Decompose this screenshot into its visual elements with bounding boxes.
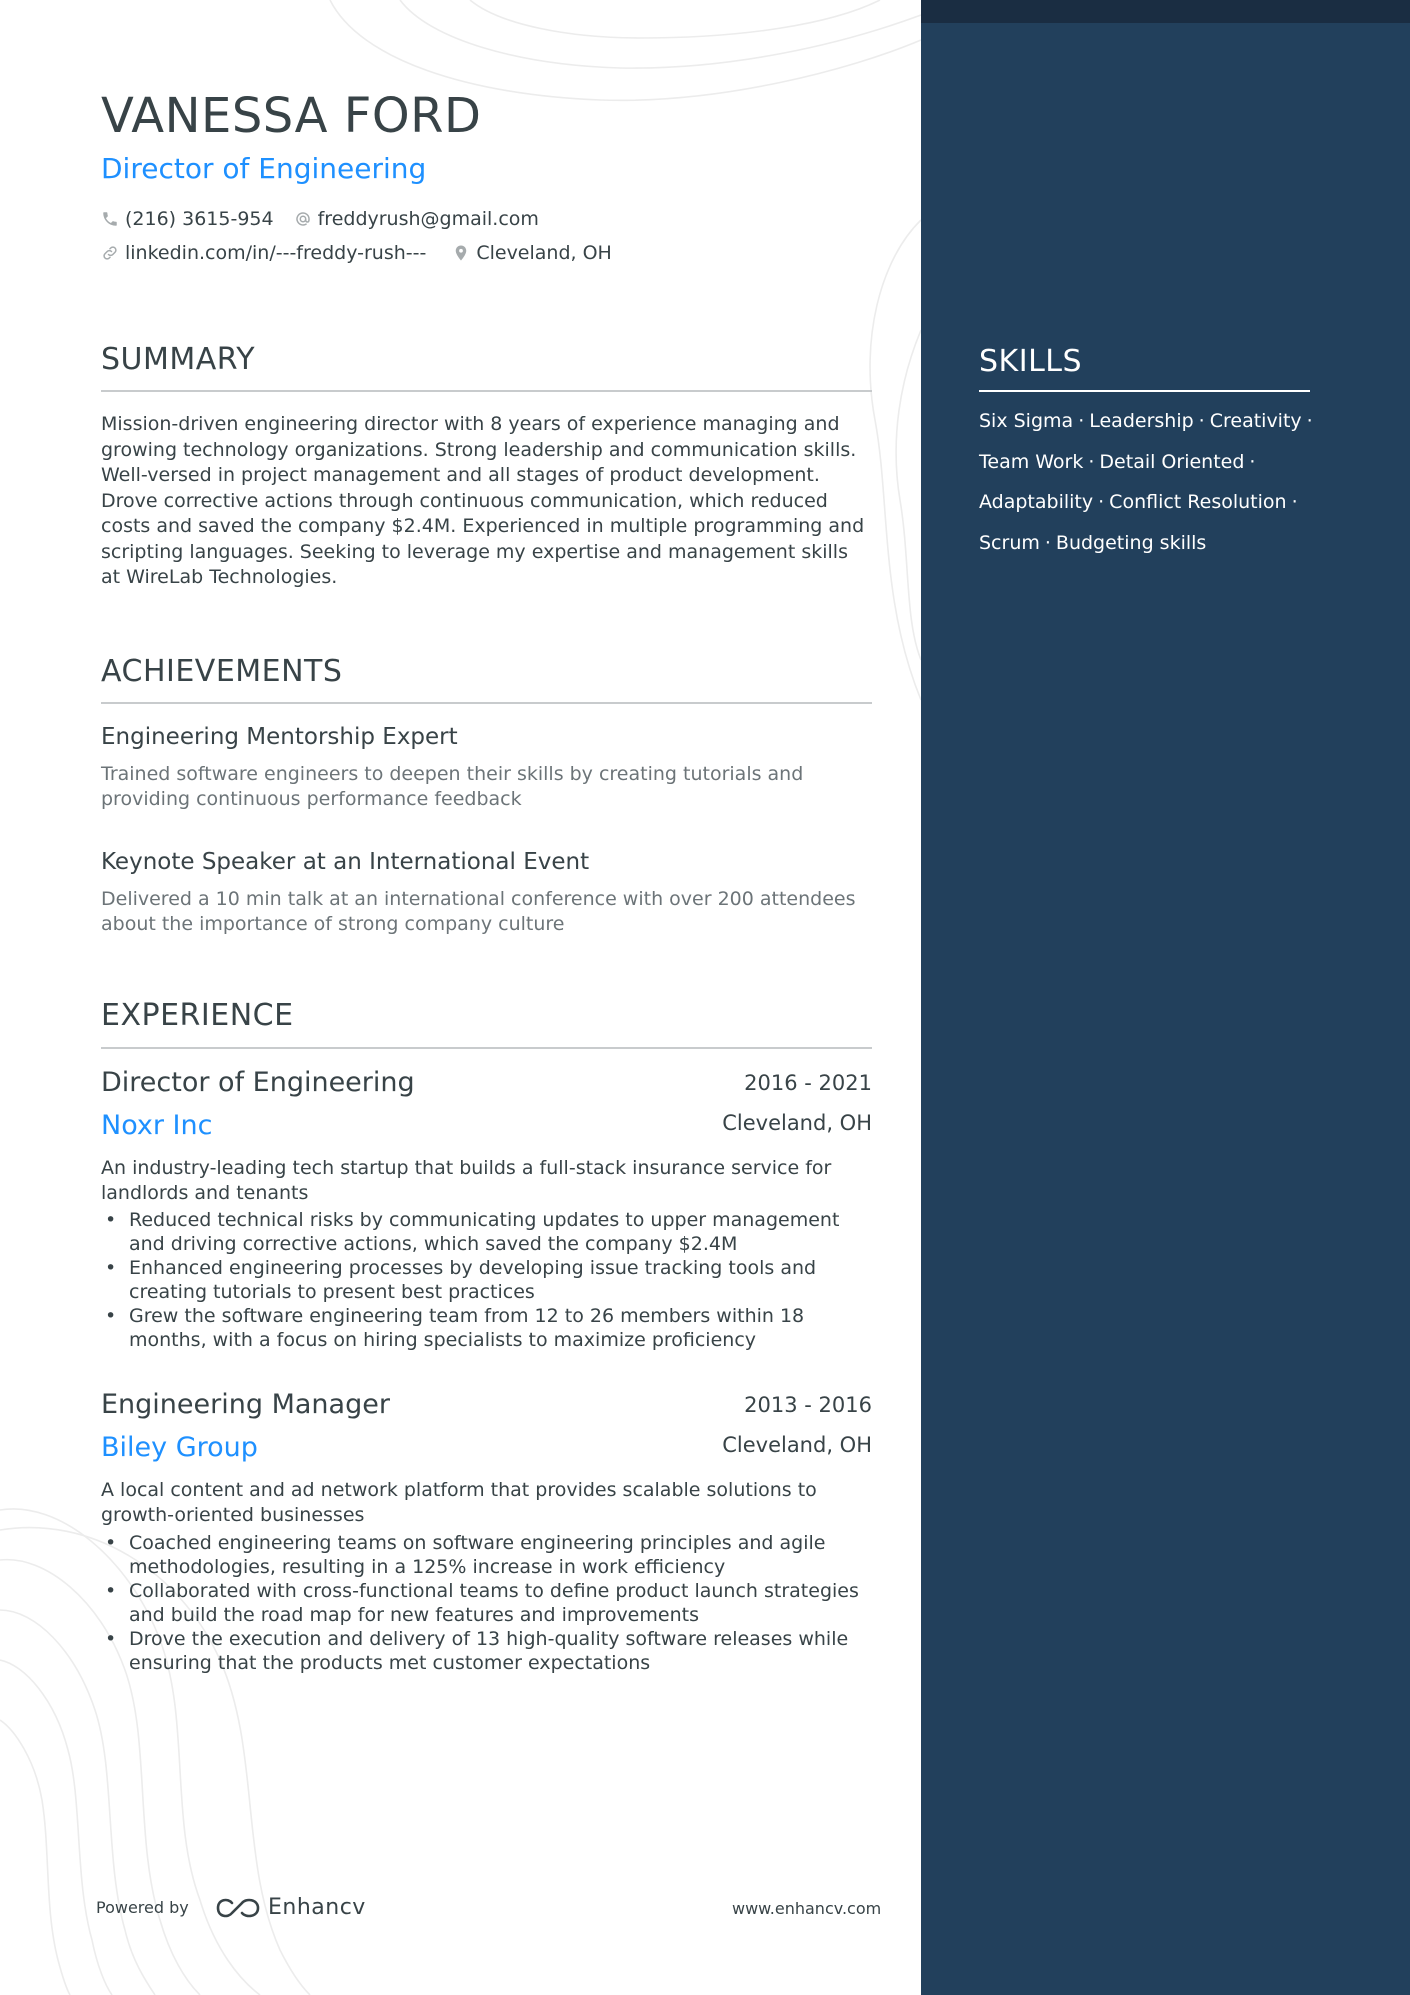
skill-separator: · <box>1306 410 1313 432</box>
sidebar <box>921 0 1410 1995</box>
job-bullet: • Reduced technical risks by communicating updates to upper management and driving corrective actions, which saved the company $2.4M <box>101 1208 872 1256</box>
job-dates: 2013 - 2016 <box>744 1393 872 1417</box>
skill-item: Scrum <box>979 531 1040 554</box>
skill-item: Adaptability <box>979 491 1094 513</box>
candidate-name: VANESSA FORD <box>101 88 482 144</box>
skill-item: Conflict Resolution <box>1109 491 1287 513</box>
skills-line <box>979 410 1319 451</box>
footer-brand-name: Enhancv <box>268 1895 366 1920</box>
job-bullet: • Coached engineering teams on software engineering principles and agile methodologies, resulting in a 125% increase in work efficiency <box>101 1531 872 1579</box>
skill-separator: · <box>1198 410 1205 432</box>
footer-powered-by: Powered by <box>96 1898 189 1917</box>
achievement-description: Trained software engineers to deepen their skills by creating tutorials and providing continuous performance feedback <box>101 763 804 810</box>
achievements-divider <box>101 702 872 704</box>
skills-line <box>979 532 1319 573</box>
at-icon <box>294 210 312 228</box>
job-title: Engineering Manager <box>101 1389 390 1420</box>
location-item <box>452 242 612 264</box>
skills-divider <box>979 390 1310 392</box>
summary-heading: SUMMARY <box>101 342 256 377</box>
job-description: An industry-leading tech startup that builds a full-stack insurance service for landlords and tenants <box>101 1157 832 1204</box>
achievements-heading: ACHIEVEMENTS <box>101 654 343 689</box>
skills-line <box>979 491 1319 532</box>
job-location: Cleveland, OH <box>722 1111 872 1135</box>
job-title: Director of Engineering <box>101 1067 415 1098</box>
achievement-title: Keynote Speaker at an International Event <box>101 849 590 875</box>
linkedin-item[interactable] <box>101 242 426 264</box>
enhancv-logo-icon <box>214 1896 262 1920</box>
candidate-role: Director of Engineering <box>101 152 427 185</box>
achievement-title: Engineering Mentorship Expert <box>101 724 458 750</box>
phone-text: (216) 3615-954 <box>125 208 274 230</box>
skills-list <box>979 410 1319 572</box>
skill-separator: · <box>1098 491 1105 513</box>
job-bullet: • Enhanced engineering processes by developing issue tracking tools and creating tutorials to present best practices <box>101 1256 872 1304</box>
skills-heading: SKILLS <box>979 344 1083 379</box>
achievement-description: Delivered a 10 min talk at an international conference with over 200 attendees about the importance of strong company culture <box>101 888 856 935</box>
footer-brand-logo[interactable] <box>214 1895 366 1920</box>
phone-item <box>101 208 274 230</box>
skill-item: Creativity <box>1209 410 1302 432</box>
contact-row-2 <box>101 242 632 264</box>
job-location: Cleveland, OH <box>722 1433 872 1457</box>
footer-url[interactable]: www.enhancv.com <box>732 1899 882 1918</box>
job-bullets <box>101 1208 872 1352</box>
summary-divider <box>101 390 872 392</box>
job-company: Noxr Inc <box>101 1110 213 1141</box>
skill-item: Detail Oriented <box>1099 450 1245 473</box>
job-dates: 2016 - 2021 <box>744 1071 872 1095</box>
job-bullet: • Collaborated with cross-functional teams to define product launch strategies and build the road map for new features and improvements <box>101 1579 872 1627</box>
contact-row-1 <box>101 208 559 230</box>
linkedin-text: linkedin.com/in/---freddy-rush--- <box>125 242 427 264</box>
skill-separator: · <box>1291 491 1298 513</box>
skill-separator: · <box>1088 450 1095 473</box>
location-text: Cleveland, OH <box>476 242 612 264</box>
experience-divider <box>101 1047 872 1049</box>
job-bullets <box>101 1531 872 1675</box>
email-item[interactable] <box>294 208 539 230</box>
job-bullet: • Drove the execution and delivery of 13 high-quality software releases while ensuring that the products met customer expectations <box>101 1627 872 1675</box>
phone-icon <box>101 210 119 228</box>
skill-separator: · <box>1078 410 1085 432</box>
skill-item: Budgeting skills <box>1055 531 1207 554</box>
sidebar-top-bar <box>921 0 1410 23</box>
skill-separator: · <box>1249 450 1256 473</box>
skill-item: Team Work <box>979 450 1084 473</box>
job-bullet: • Grew the software engineering team from 12 to 26 members within 18 months, with a focus on hiring specialists to maximize proficiency <box>101 1304 872 1352</box>
experience-heading: EXPERIENCE <box>101 998 294 1033</box>
skill-item: Six Sigma <box>979 410 1074 432</box>
summary-text: Mission-driven engineering director with 8 years of experience managing and growing technology organizations. Strong leadership and communication skills. Well-versed in project management and all stages of product development. Drove corrective actions through continuous communication, which reduced costs and saved the company $2.4M. Experienced in multiple programming and scripting languages. Seeking to leverage my expertise and management skills at WireLab Technologies. <box>101 413 865 588</box>
skill-item: Leadership <box>1089 410 1194 432</box>
job-company: Biley Group <box>101 1432 258 1463</box>
skill-separator: · <box>1044 531 1051 554</box>
skills-line <box>979 451 1319 492</box>
email-text: freddyrush@gmail.com <box>317 208 539 230</box>
link-icon <box>101 244 119 262</box>
location-pin-icon <box>452 244 470 262</box>
job-description: A local content and ad network platform that provides scalable solutions to growth-oriented businesses <box>101 1479 817 1526</box>
